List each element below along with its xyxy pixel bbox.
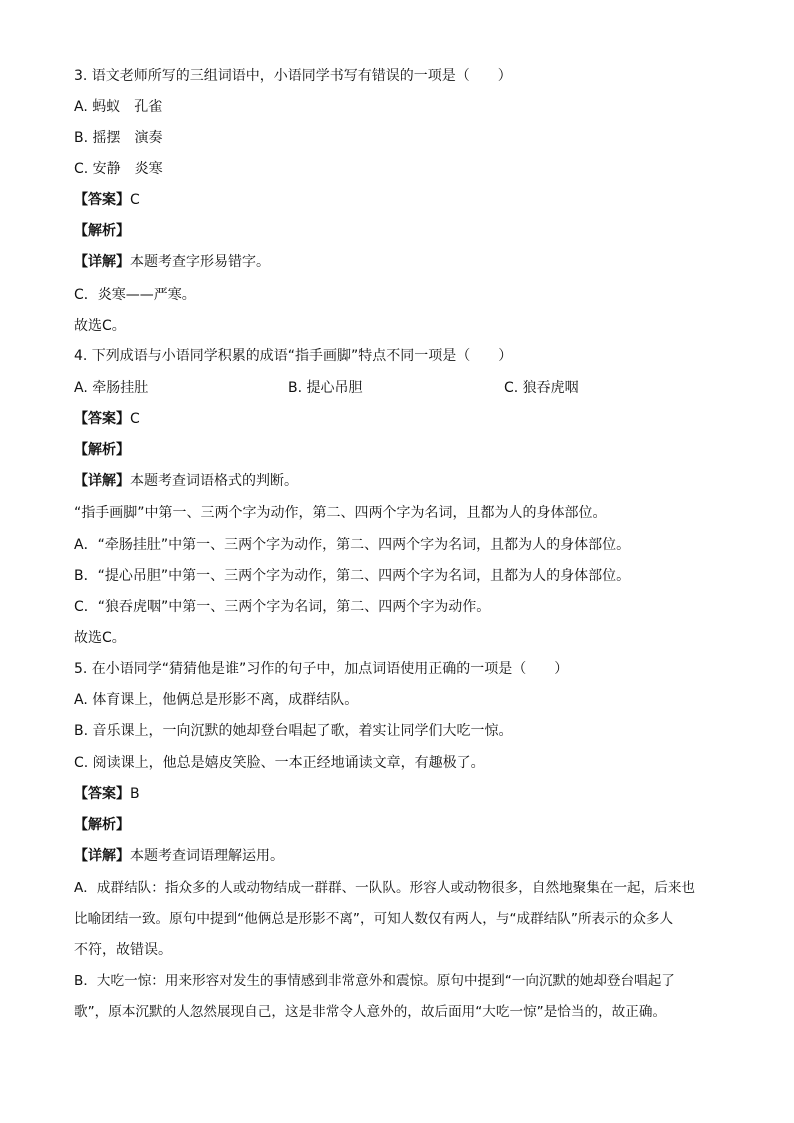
q3-option-a: A. 蚂蚁 孔雀 — [74, 99, 163, 115]
answer-value: C — [130, 192, 140, 208]
q4-option-a: A. 牵肠挂肚 — [74, 380, 149, 396]
q4-explanation-line-a: A．“牵肠挂肚”中第一、三两个字为动作，第二、四两个字为名词，且都为人的身体部位。 — [74, 537, 631, 553]
q5-analysis-tag: 【解析】 — [74, 817, 130, 833]
q3-explanation-line: C．炎寒——严寒。 — [74, 287, 196, 303]
detail-text: 本题考查词语格式的判断。 — [130, 473, 298, 489]
detail-tag: 【详解】 — [74, 848, 130, 864]
answer-tag: 【答案】 — [74, 192, 130, 208]
q3-option-b: B. 摇摆 演奏 — [74, 130, 163, 146]
q4-answer — [74, 409, 714, 429]
q5-para-a-line-3: 不符，故错误。 — [74, 942, 172, 958]
q5-para-a-line-2: 比喻团结一致。原句中提到“他俩总是形影不离”，可知人数仅有两人，与“成群结队”所表示的众多人 — [74, 911, 674, 927]
q4-option-c: C. 狼吞虎咽 — [504, 380, 579, 396]
q4-conclusion: 故选C。 — [74, 630, 126, 646]
q5-para-b-line-1: B．大吃一惊：用来形容对发生的事情感到非常意外和震惊。原句中提到“一向沉默的她却登台唱起了 — [74, 973, 675, 989]
q4-analysis-tag: 【解析】 — [74, 442, 130, 458]
q4-explanation-line: “指手画脚”中第一、三两个字为动作，第二、四两个字为名词，且都为人的身体部位。 — [74, 505, 607, 521]
answer-tag: 【答案】 — [74, 411, 130, 427]
detail-tag: 【详解】 — [74, 254, 130, 270]
q5-option-a: A. 体育课上，他俩总是形影不离，成群结队。 — [74, 692, 359, 708]
q4-explanation-line-b: B．“提心吊胆”中第一、三两个字为动作，第二、四两个字为名词，且都为人的身体部位。 — [74, 568, 631, 584]
q3-option-c: C. 安静 炎寒 — [74, 161, 163, 177]
answer-value: C — [130, 411, 140, 427]
q4-option-b: B. 提心吊胆 — [288, 380, 363, 396]
answer-tag: 【答案】 — [74, 786, 130, 802]
q3-detail — [74, 252, 714, 272]
q4-detail — [74, 471, 714, 491]
q5-para-a-line-1: A．成群结队：指众多的人或动物结成一群群、一队队。形容人或动物很多，自然地聚集在一起，后来也 — [74, 880, 696, 896]
q5-stem: 5. 在小语同学“猜猜他是谁”习作的句子中，加点词语使用正确的一项是（ ） — [74, 661, 569, 677]
detail-text: 本题考查字形易错字。 — [130, 254, 270, 270]
q5-option-c: C. 阅读课上，他总是嬉皮笑脸、一本正经地诵读文章，有趣极了。 — [74, 755, 485, 771]
q5-para-b-line-2: 歌”，原本沉默的人忽然展现自己，这是非常令人意外的，故后面用“大吃一惊”是恰当的，故正确。 — [74, 1004, 667, 1020]
q4-stem: 4. 下列成语与小语同学积累的成语“指手画脚”特点不同一项是（ ） — [74, 348, 513, 364]
q3-stem: 3. 语文老师所写的三组词语中，小语同学书写有错误的一项是（ ） — [74, 68, 512, 84]
q5-detail — [74, 846, 714, 866]
q5-answer — [74, 784, 714, 804]
detail-text: 本题考查词语理解运用。 — [130, 848, 284, 864]
detail-tag: 【详解】 — [74, 473, 130, 489]
q4-options-row — [74, 378, 714, 398]
q3-conclusion: 故选C。 — [74, 318, 126, 334]
q3-answer — [74, 190, 714, 210]
q5-option-b: B. 音乐课上，一向沉默的她却登台唱起了歌，着实让同学们大吃一惊。 — [74, 723, 513, 739]
q4-explanation-line-c: C．“狼吞虎咽”中第一、三两个字为名词，第二、四两个字为动作。 — [74, 599, 491, 615]
q3-analysis-tag: 【解析】 — [74, 223, 130, 239]
answer-value: B — [130, 786, 140, 802]
